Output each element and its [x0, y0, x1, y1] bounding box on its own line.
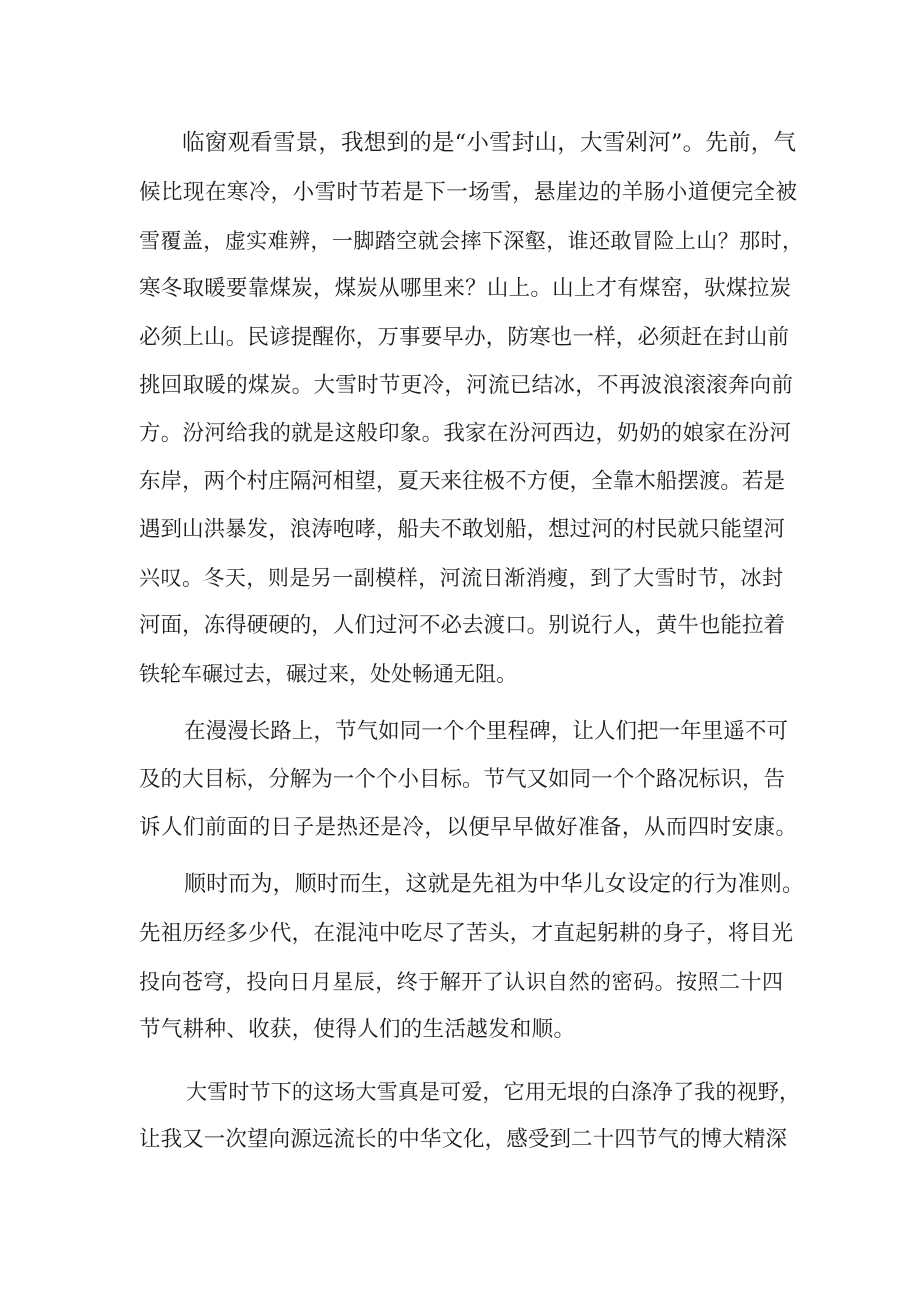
paragraph-2-line-3: 诉人们前面的日子是热还是冷，以便早早做好准备，从而四时安康。	[139, 815, 797, 840]
paragraph-3-line-4: 节气耕种、收获，使得人们的生活越发和顺。	[139, 1017, 575, 1042]
paragraph-1-line-12: 铁轮车碾过去，碾过来，处处畅通无阻。	[139, 662, 517, 686]
paragraph-1-line-5: 必须上山。民谚提醒你，万事要早办，防寒也一样，必须赶在封山前	[139, 325, 789, 350]
paragraph-1-line-3: 雪覆盖，虚实难辨，一脚踏空就会摔下深壑，谁还敢冒险上山？那时，	[139, 229, 803, 253]
paragraph-3-line-2: 先祖历经多少代，在混沌中吃尽了苦头，才直起躬耕的身子，将目光	[139, 921, 793, 946]
paragraph-1-line-2: 候比现在寒冷，小雪时节若是下一场雪，悬崖边的羊肠小道便完全被	[139, 180, 797, 205]
paragraph-1-line-8: 东岸，两个村庄隔河相望，夏天来往极不方便，全靠木船摆渡。若是	[139, 469, 785, 494]
paragraph-2-line-2: 及的大目标，分解为一个个小目标。节气又如同一个个路况标识，告	[139, 767, 785, 792]
paragraph-1-line-4: 寒冬取暖要靠煤炭，煤炭从哪里来？山上。山上才有煤窑，驮煤拉炭	[139, 276, 791, 301]
paragraph-1-line-9: 遇到山洪暴发，浪涛咆哮，船夫不敢划船，想过河的村民就只能望河	[139, 517, 785, 542]
paragraph-1-line-7: 方。汾河给我的就是这般印象。我家在汾河西边，奶奶的娘家在汾河	[139, 421, 791, 446]
paragraph-2-line-1: 在漫漫长路上，节气如同一个个里程碑，让人们把一年里遥不可	[184, 719, 788, 744]
paragraph-3-line-1: 顺时而为，顺时而生，这就是先祖为中华儿女设定的行为准则。	[184, 872, 804, 897]
paragraph-3-line-3: 投向苍穹，投向日月星辰，终于解开了认识自然的密码。按照二十四	[139, 970, 783, 994]
paragraph-1-line-1: 临窗观看雪景，我想到的是“小雪封山，大雪剁河”。先前，气	[182, 130, 796, 156]
paragraph-4-line-1: 大雪时节下的这场大雪真是可爱，它用无垠的白涤净了我的视野，	[186, 1080, 800, 1104]
paragraph-4-line-2: 让我又一次望向源远流长的中华文化，感受到二十四节气的博大精深	[139, 1127, 787, 1152]
paragraph-1-line-10: 兴叹。冬天，则是另一副模样，河流日渐消瘦，到了大雪时节，冰封	[139, 566, 783, 590]
paragraph-1-line-6: 挑回取暖的煤炭。大雪时节更冷，河流已结冰，不再波浪滚滚奔向前	[139, 373, 793, 398]
paragraph-1-line-11: 河面，冻得硬硬的，人们过河不必去渡口。别说行人，黄牛也能拉着	[139, 613, 785, 638]
